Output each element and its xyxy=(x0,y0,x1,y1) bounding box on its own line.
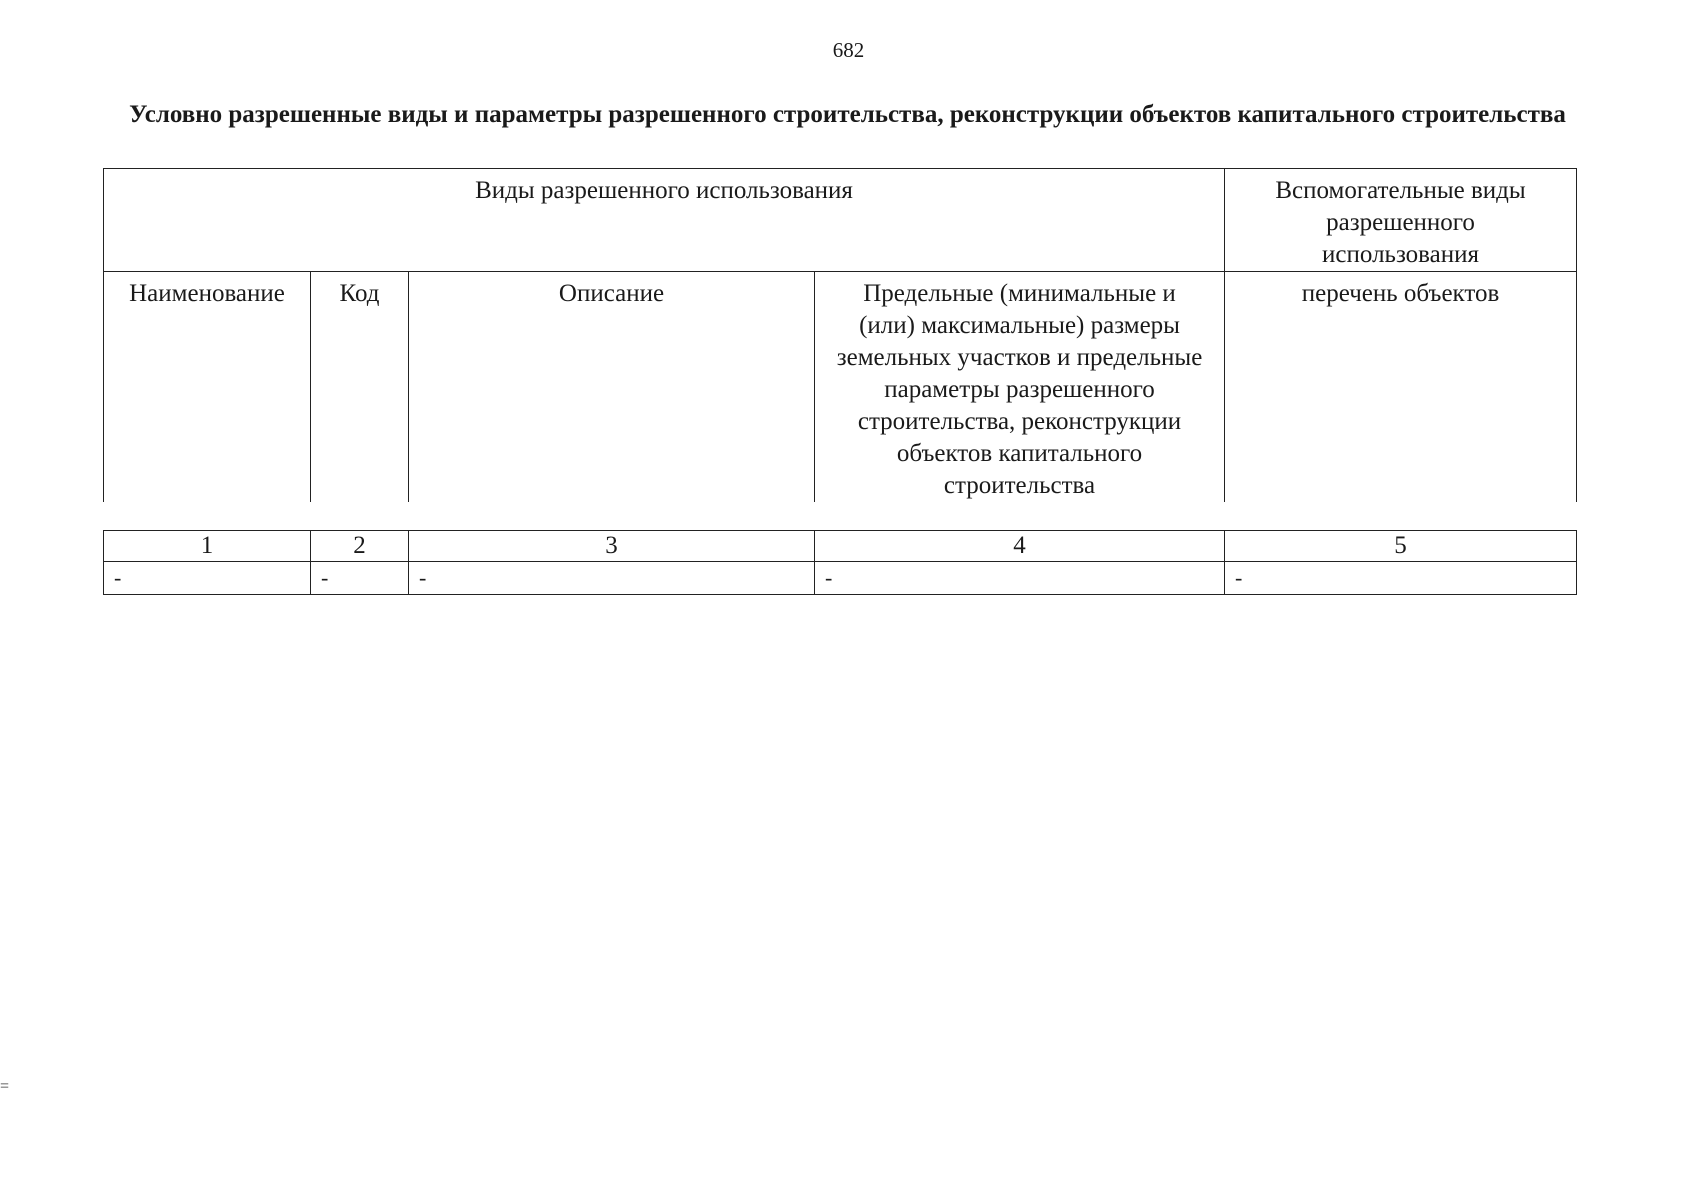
column-header-name xyxy=(104,272,311,503)
column-header-label: Код xyxy=(339,280,380,307)
table-cell: - xyxy=(1225,562,1577,595)
column-number: 4 xyxy=(815,531,1225,562)
data-table xyxy=(103,530,1577,595)
column-header-limits xyxy=(815,272,1225,503)
column-header-objects xyxy=(1225,272,1577,503)
table-row xyxy=(104,562,1577,595)
table-cell: - xyxy=(815,562,1225,595)
group-header-label: Виды разрешенного использования xyxy=(475,177,853,204)
page-number: 682 xyxy=(832,38,865,62)
group-header-cell xyxy=(104,169,1225,272)
aux-header-cell xyxy=(1225,169,1577,272)
column-header-label: Предельные (минимальные и (или) максимальные) размеры земельных участков и предельные параметры разрешенного строительства, реконструкции объектов капитального строительства xyxy=(836,280,1203,499)
column-header-code xyxy=(311,272,409,503)
column-header-label: Описание xyxy=(558,280,665,307)
aux-header-label: Вспомогательные виды разрешенного использования xyxy=(1275,177,1526,268)
column-number: 5 xyxy=(1225,531,1577,562)
column-number: 1 xyxy=(104,531,311,562)
table-cell: - xyxy=(409,562,815,595)
column-number-row xyxy=(104,531,1577,562)
margin-mark: = xyxy=(0,1078,10,1095)
column-header-description xyxy=(409,272,815,503)
column-header-label: Наименование xyxy=(129,280,285,307)
table-cell: - xyxy=(311,562,409,595)
column-number: 2 xyxy=(311,531,409,562)
column-number: 3 xyxy=(409,531,815,562)
table-cell: - xyxy=(104,562,311,595)
document-title: Условно разрешенные виды и параметры разрешенного строительства, реконструкции объектов капитального строительства xyxy=(129,101,1566,128)
header-table xyxy=(103,168,1577,502)
column-header-label: перечень объектов xyxy=(1301,280,1500,307)
